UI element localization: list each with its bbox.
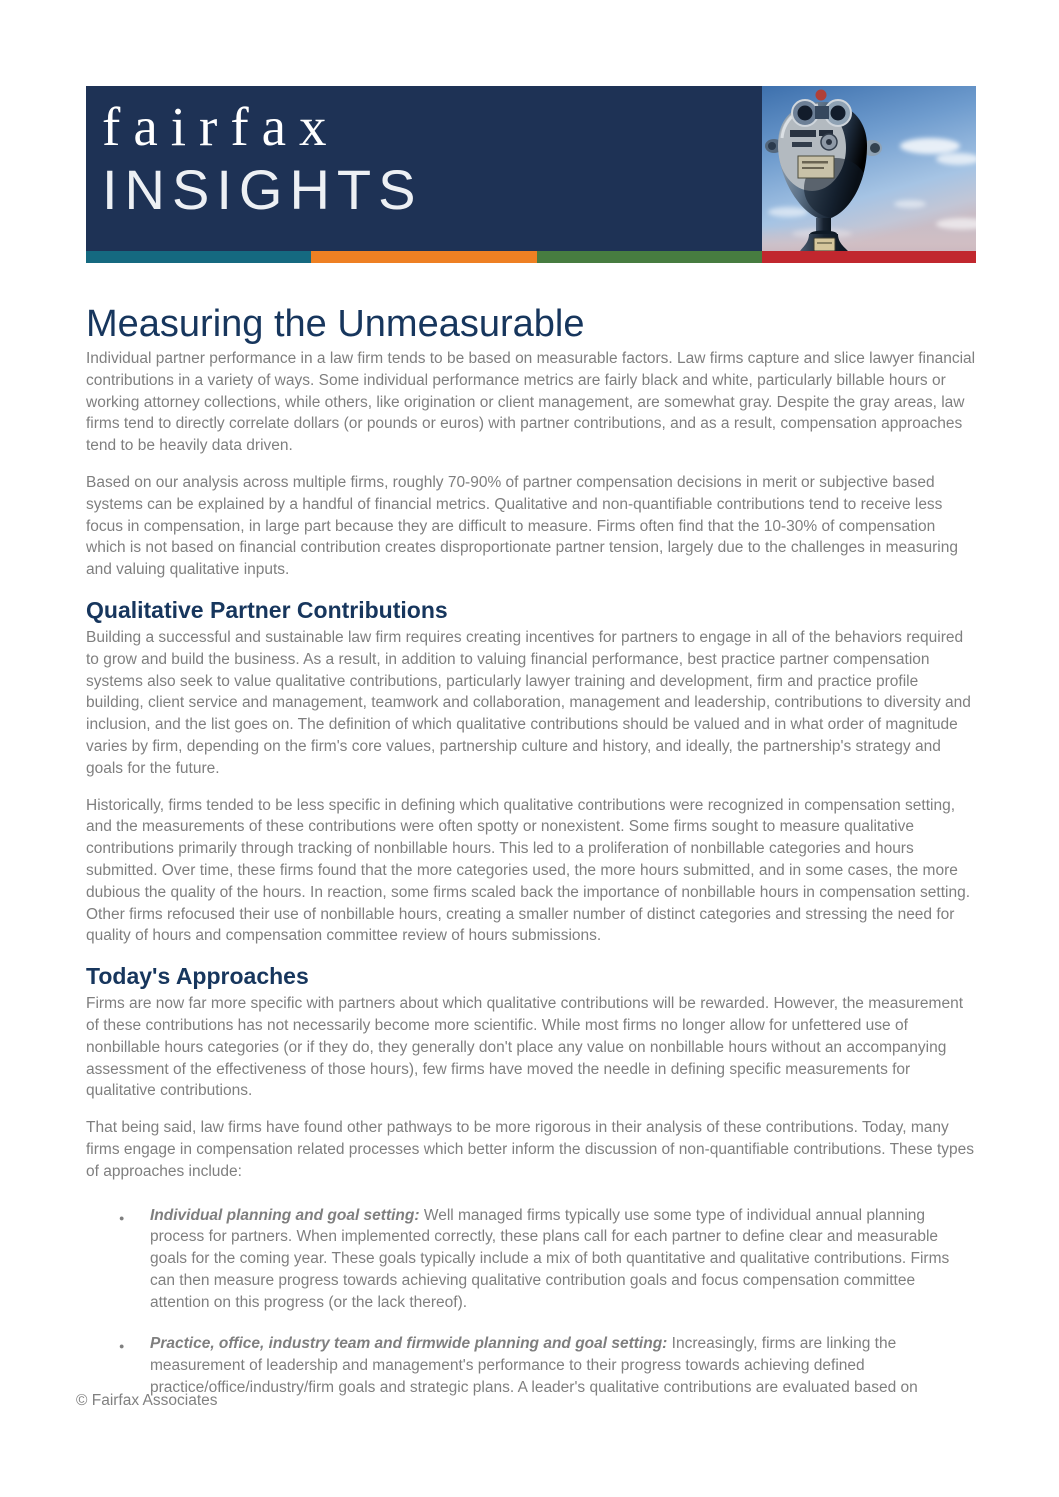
- bullet-lead-practice-office-planning: Practice, office, industry team and firmwide planning and goal setting:: [150, 1335, 668, 1353]
- article-body: [86, 302, 976, 1419]
- accent-stripe: [86, 251, 976, 263]
- horizon-haze: [762, 226, 976, 251]
- intro-paragraph-2: Based on our analysis across multiple firms, roughly 70-90% of partner compensation decisions in merit or subjective based systems can be explained by a handful of financial metrics. Qualitative and non-quantifiable contributions tend to receive less focus in compensation, in large part because they are difficult to measure. Firms often find that the 10-30% of compensation which is not based on financial contribution creates disproportionate partner tension, largely due to the challenges in measuring and valuing qualitative inputs.: [86, 473, 958, 579]
- logo-insights-text: INSIGHTS: [102, 158, 423, 221]
- binoculars-photo: [762, 86, 976, 251]
- stripe-green-segment: [537, 251, 762, 263]
- stripe-teal-segment: [86, 251, 311, 263]
- bullet-text: Well managed firms typically use some type of individual annual planning process for partners. When implemented correctly, these plans call for each partner to define clear and measurable goals for the coming year. These goals typically include a mix of both quantitative and qualitative contributions. Firms can then measure progress towards achieving qualitative contribution goals and focus compensation committee attention on this progress (or the lack thereof).: [150, 1206, 950, 1311]
- footer-copyright: © Fairfax Associates: [76, 1392, 218, 1409]
- stripe-red-segment: [762, 251, 976, 263]
- header-banner: [86, 86, 976, 263]
- list-item: [86, 1205, 976, 1314]
- section-heading-todays-approaches: Today's Approaches: [86, 963, 309, 990]
- page-title: Measuring the Unmeasurable: [86, 303, 585, 345]
- fairfax-logo-block: [86, 86, 762, 251]
- bullet-text: Increasingly, firms are linking the measurement of leadership and management's performance to their progress towards achieving defined practice/office/industry/firm goals and strategic plans. A leader's qualitative contributions are evaluated based on: [150, 1335, 918, 1397]
- banner-row: [86, 86, 976, 251]
- bullet-lead-individual-planning: Individual planning and goal setting:: [150, 1206, 420, 1224]
- tower-viewer-photo-image: [762, 86, 976, 251]
- list-item: [86, 1333, 976, 1398]
- section-heading-qualitative-partner-contributions: Qualitative Partner Contributions: [86, 596, 448, 623]
- section2-paragraph-1: Firms are now far more specific with partners about which qualitative contributions will be rewarded. However, the measurement of these contributions has not necessarily become more scientific. While most firms no longer allow for unfettered use of nonbillable hours categories (or if they do, they generally don't place any value on nonbillable hours without an accompanying assessment of the effectiveness of those hours), few firms have moved the needle in defining specific measurements for qualitative contributions.: [86, 995, 963, 1100]
- section1-paragraph-2: Historically, firms tended to be less specific in defining which qualitative contributions were recognized in compensation setting, and the measurements of these contributions were often spotty or nonexistent. Some firms sought to measure qualitative contributions primarily through tracking of nonbillable hours. This led to a proliferation of nonbillable categories and hours submitted. Over time, these firms found that the more categories used, the more hours submitted, and in some cases, the more dubious the quality of the hours. In reaction, some firms scaled back the importance of nonbillable hours in compensation setting. Other firms refocused their use of nonbillable hours, creating a smaller number of distinct categories and stressing the need for quality of hours and compensation committee review of hours submissions.: [86, 796, 970, 945]
- logo-fairfax-text: fairfax: [102, 96, 340, 157]
- intro-paragraph-1: Individual partner performance in a law firm tends to be based on measurable factors. Law firms capture and slice lawyer financial contributions in a variety of ways. Some individual performance metrics are fairly black and white, particularly billable hours or working attorney collections, while others, like origination or client management, are somewhat gray. Despite the gray areas, law firms tend to directly correlate dollars (or pounds or euros) with partner contributions, and as a result, compensation approaches tend to be heavily data driven.: [86, 350, 976, 455]
- section2-paragraph-2: That being said, law firms have found other pathways to be more rigorous in their analysis of these contributions. Today, many firms engage in compensation related processes which better inform the discussion of non-quantifiable contributions. These types of approaches include:: [86, 1119, 975, 1180]
- section1-paragraph-1: Building a successful and sustainable law firm requires creating incentives for partners to engage in all of the behaviors required to grow and build the business. As a result, in addition to valuing financial performance, best practice partner compensation systems also seek to value qualitative contributions, particularly lawyer training and development, firm and practice profile building, client service and management, teamwork and collaboration, management and leadership, contributions to diversity and inclusion, and the list goes on. The definition of which qualitative contributions should be valued and in what order of magnitude varies by firm, depending on the firm's core values, partnership culture and history, and ideally, the partnership's strategy and goals for the future.: [86, 628, 971, 777]
- approaches-list: [86, 1205, 976, 1399]
- stripe-orange-segment: [311, 251, 536, 263]
